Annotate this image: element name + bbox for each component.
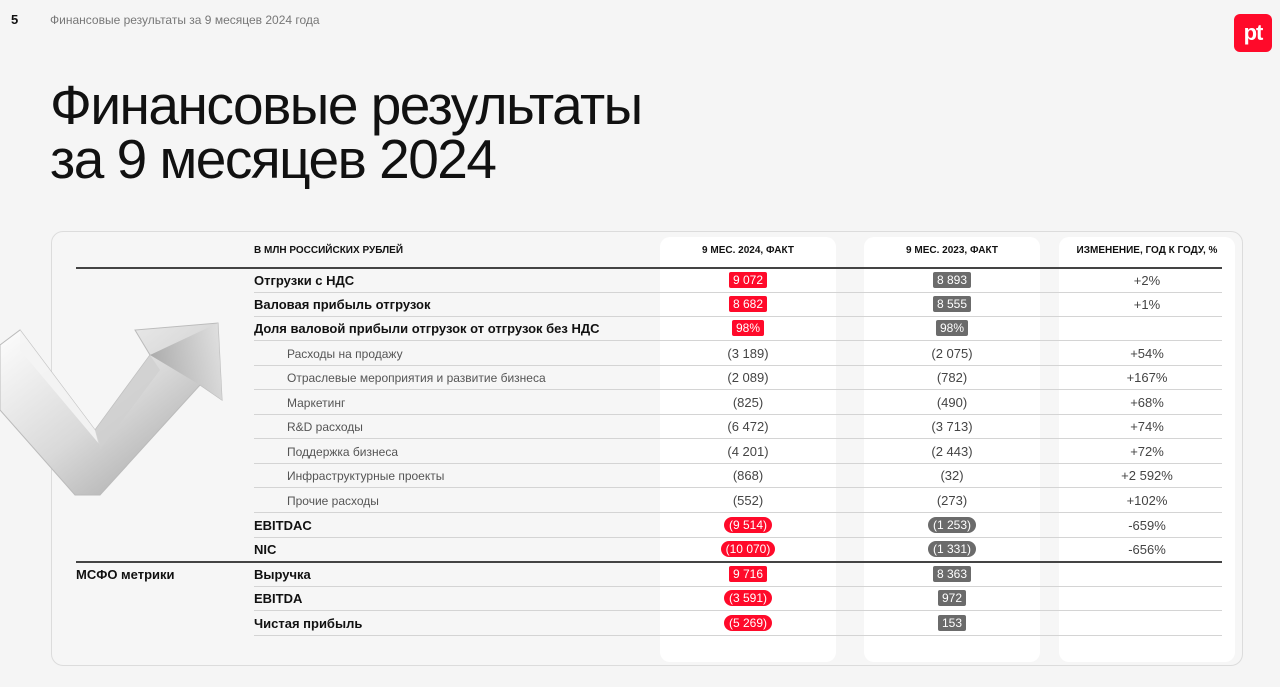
cell-2023 (864, 296, 1040, 312)
value-badge: (1 253) (928, 517, 976, 533)
value-badge: 98% (936, 320, 968, 336)
row-divider (254, 365, 1222, 366)
row-divider (254, 537, 1222, 538)
table-row-label: NIC (254, 542, 277, 557)
table-row-label: Выручка (254, 567, 311, 582)
table-row-label: R&D расходы (287, 420, 363, 434)
cell-change: +74% (1130, 419, 1164, 434)
cell-2023 (864, 566, 1040, 582)
cell-2024: (6 472) (727, 419, 769, 434)
cell-2024: (2 089) (727, 370, 769, 385)
table-row-label: Прочие расходы (287, 494, 379, 508)
cell-change: -659% (1128, 518, 1166, 533)
row-divider (254, 414, 1222, 415)
cell-change: +54% (1130, 346, 1164, 361)
cell-change: +2% (1133, 273, 1161, 288)
title-line-2: за 9 месяцев 2024 (50, 128, 496, 190)
cell-2024 (660, 566, 836, 582)
cell-2024: (868) (732, 468, 764, 483)
cell-2023 (864, 590, 1040, 606)
table-row-label: Отраслевые мероприятия и развитие бизнеса (287, 371, 546, 385)
value-badge: (5 269) (724, 615, 772, 631)
table-row-label: EBITDAC (254, 518, 312, 533)
cell-2023 (864, 541, 1040, 557)
header-change: ИЗМЕНЕНИЕ, ГОД К ГОДУ, % (1076, 245, 1218, 256)
cell-2024: (552) (732, 493, 764, 508)
cell-2024 (660, 541, 836, 557)
row-divider (254, 463, 1222, 464)
row-divider (254, 389, 1222, 390)
cell-2023: (490) (936, 395, 968, 410)
logo: pt (1234, 14, 1272, 52)
value-badge: 8 893 (933, 272, 971, 288)
cell-2023: (2 443) (931, 444, 973, 459)
cell-2024 (660, 517, 836, 533)
page-number: 5 (11, 12, 19, 27)
cell-change: +2 592% (1121, 468, 1173, 483)
cell-change: +167% (1126, 370, 1168, 385)
value-badge: 8 682 (729, 296, 767, 312)
table-row-label: EBITDA (254, 591, 303, 606)
table-row-label: Расходы на продажу (287, 347, 403, 361)
value-badge: 9 716 (729, 566, 767, 582)
table-row-label: Чистая прибыль (254, 616, 363, 631)
cell-2023: (782) (936, 370, 968, 385)
value-badge: (9 514) (724, 517, 772, 533)
cell-2024 (660, 320, 836, 336)
table-row-label: Маркетинг (287, 396, 346, 410)
row-divider (254, 512, 1222, 513)
value-badge: (10 070) (721, 541, 776, 557)
cell-2024: (4 201) (727, 444, 769, 459)
cell-2023 (864, 320, 1040, 336)
table-row-label: Инфраструктурные проекты (287, 469, 445, 483)
cell-change: +68% (1130, 395, 1164, 410)
cell-2023: (273) (936, 493, 968, 508)
table-row-label: Поддержка бизнеса (287, 445, 398, 459)
table-row-label: Доля валовой прибыли отгрузок от отгрузок без НДС (254, 321, 600, 336)
cell-2024 (660, 615, 836, 631)
header-divider (76, 267, 1222, 269)
table-row-label: Отгрузки с НДС (254, 273, 355, 288)
cell-2024 (660, 272, 836, 288)
row-divider (254, 487, 1222, 488)
value-badge: 153 (938, 615, 966, 631)
cell-change: +102% (1126, 493, 1168, 508)
row-divider (254, 292, 1222, 293)
cell-2023 (864, 272, 1040, 288)
value-badge: 972 (938, 590, 966, 606)
header-fact-2023: 9 МЕС. 2023, ФАКТ (906, 245, 998, 256)
cell-2023: (2 075) (931, 346, 973, 361)
table-row-label: Валовая прибыль отгрузок (254, 297, 431, 312)
cell-2024: (825) (732, 395, 764, 410)
title-line-1: Финансовые результаты (50, 74, 642, 136)
ifrs-divider (76, 561, 1222, 563)
cell-2023: (3 713) (931, 419, 973, 434)
value-badge: 8 555 (933, 296, 971, 312)
header-fact-2024: 9 МЕС. 2024, ФАКТ (702, 245, 794, 256)
cell-2023: (32) (940, 468, 964, 483)
cell-2023 (864, 517, 1040, 533)
row-divider (254, 610, 1222, 611)
row-divider (254, 438, 1222, 439)
row-divider (254, 586, 1222, 587)
cell-2024: (3 189) (727, 346, 769, 361)
cell-2024 (660, 590, 836, 606)
row-divider (254, 635, 1222, 636)
cell-2024 (660, 296, 836, 312)
value-badge: 9 072 (729, 272, 767, 288)
ifrs-section-label: МСФО метрики (76, 567, 175, 582)
value-badge: 8 363 (933, 566, 971, 582)
cell-2023 (864, 615, 1040, 631)
value-badge: (1 331) (928, 541, 976, 557)
row-divider (254, 340, 1222, 341)
breadcrumb: Финансовые результаты за 9 месяцев 2024 года (50, 13, 320, 27)
value-badge: 98% (732, 320, 764, 336)
header-units: В МЛН РОССИЙСКИХ РУБЛЕЙ (254, 245, 404, 256)
value-badge: (3 591) (724, 590, 772, 606)
cell-change: +72% (1130, 444, 1164, 459)
cell-change: -656% (1128, 542, 1166, 557)
row-divider (254, 316, 1222, 317)
cell-change: +1% (1133, 297, 1161, 312)
